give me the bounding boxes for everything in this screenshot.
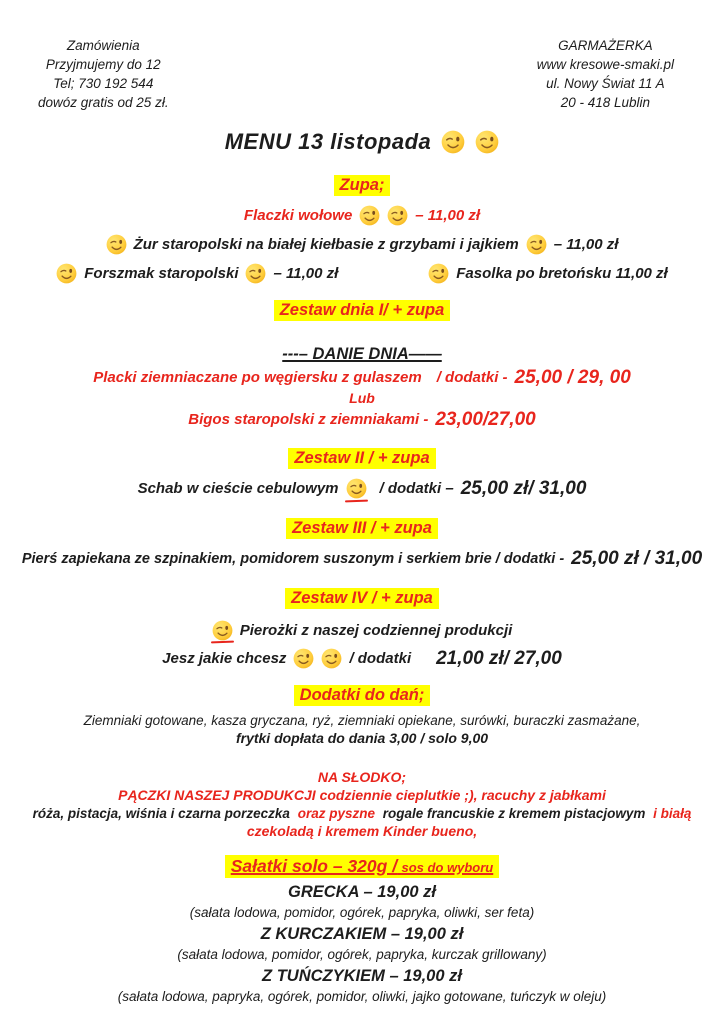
sweets-flavors-line xyxy=(0,805,724,823)
dish-of-day-heading-row xyxy=(0,345,724,364)
sweets-croissant-black: rogale francuskie z kremem pistacjowym xyxy=(382,805,646,821)
wink-emoji xyxy=(526,234,547,255)
soup-name: Forszmak staropolski xyxy=(84,264,239,282)
wink-emoji xyxy=(106,234,127,255)
dish-dodatki: / dodatki xyxy=(349,650,412,668)
set4-header: Zestaw IV / + zupa xyxy=(285,588,439,609)
salads-header-row xyxy=(0,855,724,878)
menu-title-row xyxy=(0,129,724,155)
company-name: GARMAŻERKA xyxy=(558,38,653,53)
soup-price: – 11,00 zł xyxy=(273,264,339,282)
wink-emoji xyxy=(321,648,342,669)
soup-double-line xyxy=(0,263,724,284)
or-separator: Lub xyxy=(349,389,375,406)
wink-emoji xyxy=(56,263,77,284)
wink-emoji xyxy=(293,648,314,669)
dish-name: Placki ziemniaczane po węgiersku z gulaszem xyxy=(93,369,422,387)
extras-header: Dodatki do dań; xyxy=(294,685,431,706)
extras-fries-note: frytki dopłata do dania 3,00 / solo 9,00 xyxy=(235,729,489,746)
set2-header-row xyxy=(0,448,724,469)
salad-desc: (sałata lodowa, pomidor, ogórek, papryka, kurczak grillowany) xyxy=(177,946,547,962)
dish-jesz-line xyxy=(0,648,724,670)
wink-emoji xyxy=(441,130,465,154)
soup-name: Flaczki wołowe xyxy=(243,206,353,224)
dish-price: 25,00 zł / 31,00 xyxy=(571,547,703,569)
soup-forszmak xyxy=(56,263,338,284)
soup-fasolka xyxy=(428,263,667,284)
wink-emoji xyxy=(212,620,233,641)
soup-price: – 11,00 zł xyxy=(553,235,619,253)
or-separator-row xyxy=(0,390,724,408)
dish-price: 21,00 zł/ 27,00 xyxy=(436,647,562,669)
soup-flaczki-line xyxy=(0,205,724,226)
company-street: ul. Nowy Świat 11 A xyxy=(546,76,665,92)
wink-emoji xyxy=(359,205,380,226)
set1-header-row xyxy=(0,300,724,321)
dish-price: 23,00/27,00 xyxy=(435,408,536,430)
soup-name-price: Fasolka po bretońsku 11,00 zł xyxy=(456,264,668,282)
phone-number: Tel; 730 192 544 xyxy=(53,76,154,92)
extras-list: Ziemniaki gotowane, kasza gryczana, ryż, ziemniaki opiekane, surówki, buraczki zasmażane, xyxy=(83,712,641,728)
page-header xyxy=(0,0,724,113)
company-info-block xyxy=(537,36,674,113)
dish-name: Bigos staropolski z ziemniakami - xyxy=(188,411,429,429)
sweets-flavors-black: róża, pistacja, wiśnia i czarna porzeczka xyxy=(32,805,290,821)
extras-header-row xyxy=(0,685,724,706)
dish-of-day-heading: ---– DANIE DNIA—— xyxy=(282,344,442,363)
salad-name: Z TUŃCZYKIEM – 19,00 zł xyxy=(262,966,462,985)
salad-name: Z KURCZAKIEM – 19,00 zł xyxy=(260,924,464,943)
dish-name: Pierś zapiekana ze szpinakiem, pomidorem suszonym i serkiem brie / dodatki - xyxy=(21,550,565,567)
soups-section-header-row xyxy=(0,175,724,196)
orders-title: Zamówienia xyxy=(66,38,140,53)
company-city: 20 - 418 Lublin xyxy=(560,95,651,111)
dish-name: Pierożki z naszej codziennej produkcji xyxy=(239,621,513,639)
dish-schab-line xyxy=(0,478,724,500)
salad-name: GRECKA – 19,00 zł xyxy=(288,882,436,901)
salads-header-small: sos do wyboru xyxy=(401,859,494,875)
sweets-heading: NA SŁODKO; xyxy=(317,768,407,785)
set4-header-row xyxy=(0,588,724,609)
soup-name: Żur staropolski na białej kiełbasie z grzybami i jajkiem xyxy=(133,235,519,253)
salad-desc: (sałata lodowa, papryka, ogórek, pomidor, oliwki, jajko gotowane, tuńczyk w oleju) xyxy=(117,988,607,1004)
dish-price: 25,00 / 29, 00 xyxy=(514,366,631,388)
set1-header: Zestaw dnia I/ + zupa xyxy=(274,300,451,321)
dish-note: Jesz jakie chcesz xyxy=(162,650,287,668)
salad-desc: (sałata lodowa, pomidor, ogórek, papryka, oliwki, ser feta) xyxy=(189,904,535,920)
wink-emoji xyxy=(475,130,499,154)
dish-name: Schab w cieście cebulowym xyxy=(137,480,339,498)
sweets-chocolate-line: czekoladą i kremem Kinder bueno, xyxy=(246,823,478,840)
menu-title: MENU 13 listopada xyxy=(224,128,432,154)
dish-bigos-line xyxy=(0,409,724,431)
wink-emoji xyxy=(428,263,449,284)
dish-piers-line xyxy=(0,548,724,570)
soups-section-header: Zupa; xyxy=(334,175,391,196)
salads-header-main: Sałatki solo – 320g / xyxy=(230,855,398,876)
soup-zur-line xyxy=(0,234,724,255)
dish-price: 25,00 zł/ 31,00 xyxy=(460,477,587,499)
orders-info-block xyxy=(38,36,169,113)
sweets-paczki-line: PĄCZKI NASZEJ PRODUKCJI codziennie cieplutkie ;), racuchy z jabłkami xyxy=(118,787,606,804)
salads-header xyxy=(225,855,500,878)
wink-emoji xyxy=(387,205,408,226)
free-delivery-note: dowóz gratis od 25 zł. xyxy=(38,95,169,111)
dish-pierozki-line xyxy=(0,620,724,641)
soup-price: – 11,00 zł xyxy=(415,206,481,224)
company-website: www kresowe-smaki.pl xyxy=(536,57,674,73)
wink-emoji xyxy=(245,263,266,284)
sweets-block xyxy=(0,768,724,841)
set3-header: Zestaw III / + zupa xyxy=(286,518,438,539)
dish-dodatki: / dodatki - xyxy=(436,369,508,387)
sweets-flavors-red: oraz pyszne xyxy=(297,805,375,821)
dish-placki-line xyxy=(0,367,724,389)
dish-dodatki: / dodatki – xyxy=(379,480,454,498)
set3-header-row xyxy=(0,518,724,539)
set2-header: Zestaw II / + zupa xyxy=(288,448,435,469)
sweets-croissant-red: i białą xyxy=(653,805,692,821)
wink-emoji xyxy=(346,478,367,499)
orders-hours: Przyjmujemy do 12 xyxy=(45,57,161,73)
